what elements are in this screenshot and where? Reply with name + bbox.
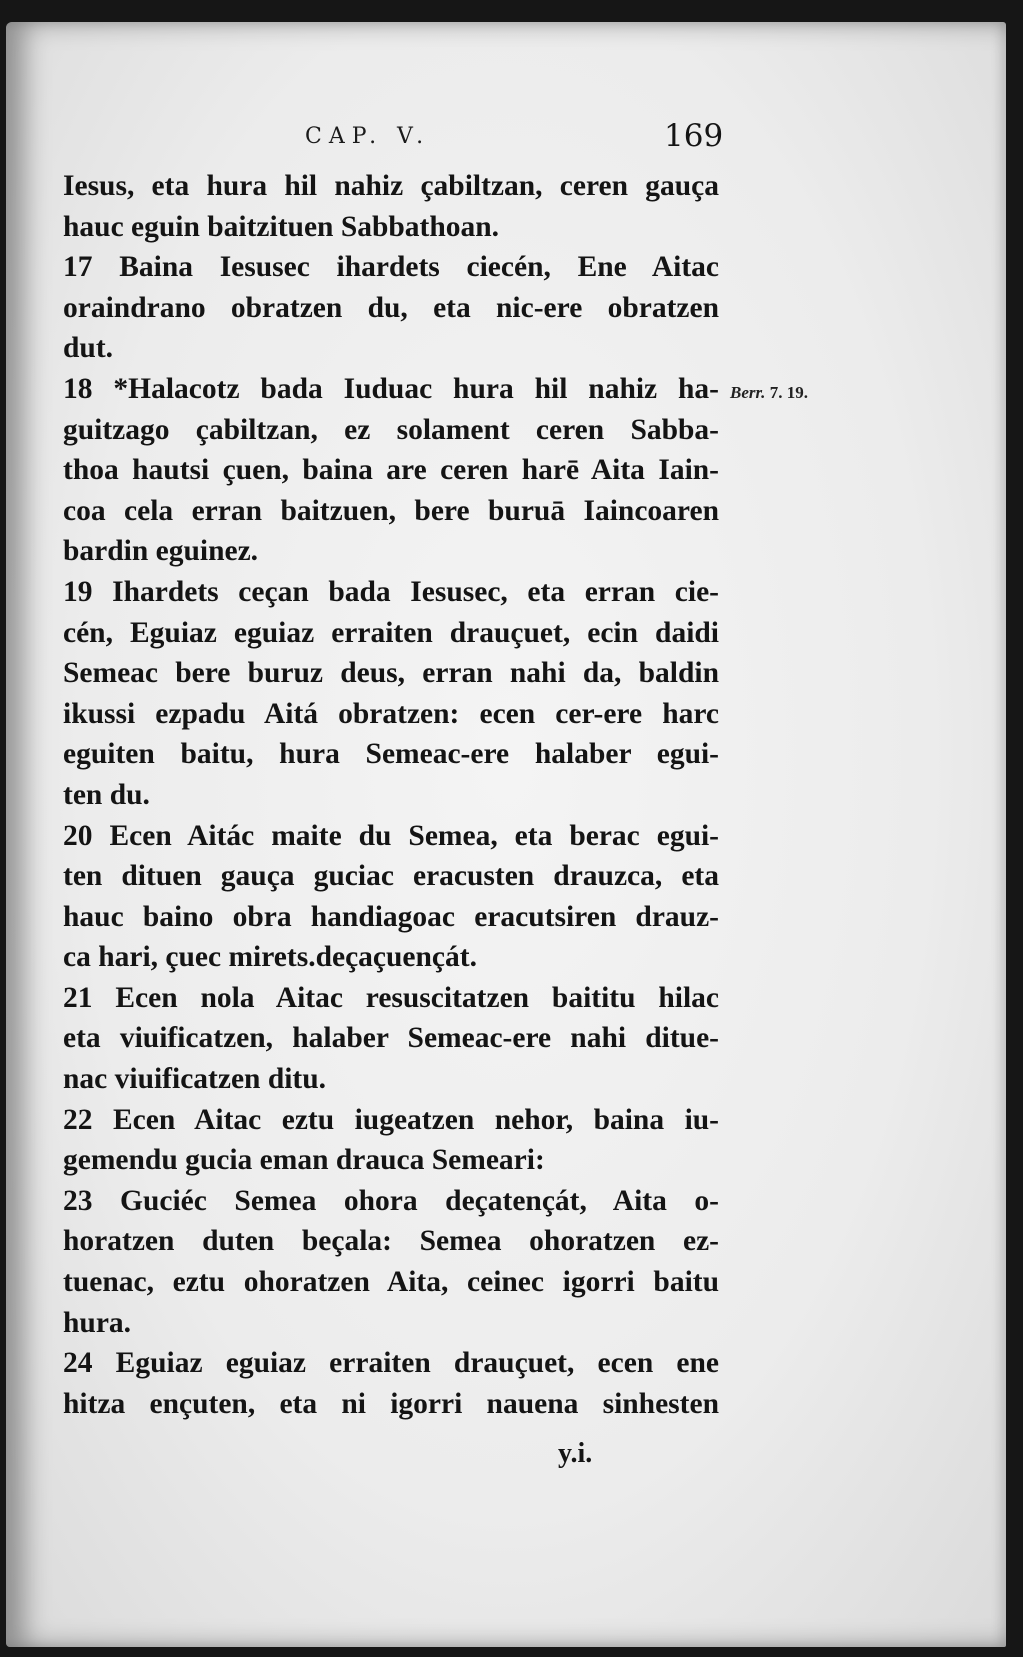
catchword: y.i. [558,1438,593,1469]
text-line: nac viuificatzen ditu. [63,1063,327,1096]
text-line: hitza ençuten, eta ni igorri nauena sinhesten [63,1387,719,1420]
margin-reference-verse: 7. 19. [769,383,808,402]
text-line: 20 Ecen Aitác maite du Semea, eta berac egui- [63,819,719,852]
text-line: ten du. [63,778,150,811]
text-line: ikussi ezpadu Aitá obratzen: ecen cer-ere harc [63,697,719,730]
text-line: tuenac, eztu ohoratzen Aita, ceinec igorri baitu [63,1266,719,1299]
text-line: cén, Eguiaz eguiaz erraiten drauçuet, ecin daidi [63,616,719,649]
text-line: guitzago çabiltzan, ez solament ceren Sabba- [63,413,719,446]
text-line: gemendu gucia eman drauca Semeari: [63,1144,545,1177]
text-line: eta viuificatzen, halaber Semeac-ere nahi ditue- [63,1022,719,1055]
text-line: hauc eguin baitzituen Sabbathoan. [63,210,500,243]
text-line: 22 Ecen Aitac eztu iugeatzen nehor, baina iu- [63,1103,719,1136]
text-line: coa cela erran baitzuen, bere buruā Iaincoaren [63,494,719,527]
text-line: hura. [63,1306,132,1339]
text-line: thoa hautsi çuen, baina are ceren harē Aita Iain- [63,454,719,487]
page-number: 169 [664,118,724,154]
body-text [63,166,719,1424]
text-line: bardin eguinez. [63,535,259,568]
text-line: oraindrano obratzen du, eta nic-ere obratzen [63,291,719,324]
text-line: ten dituen gauça guciac eracusten drauzca, eta [63,860,719,893]
text-line: hauc baino obra handiagoac eracutsiren drauz- [63,900,719,933]
chapter-heading: CAP. V. [305,124,431,149]
running-head [0,118,1023,158]
text-line: Semeac bere buruz deus, erran nahi da, baldin [63,657,719,690]
margin-reference-book: Berr. [730,383,766,402]
text-line: 18 *Halacotz bada Iuduac hura hil nahiz ha- [63,372,719,405]
text-line: horatzen duten beçala: Semea ohoratzen ez- [63,1225,719,1258]
text-line: 23 Guciéc Semea ohora deçatençát, Aita o- [63,1184,719,1217]
text-line: eguiten baitu, hura Semeac-ere halaber egui- [63,738,719,771]
text-line: 17 Baina Iesusec ihardets ciecén, Ene Aitac [63,251,719,284]
text-line: dut. [63,332,114,365]
text-line: 19 Ihardets ceçan bada Iesusec, eta erran cie- [63,575,719,608]
margin-reference [730,383,808,403]
text-line: 24 Eguiaz eguiaz erraiten drauçuet, ecen ene [63,1347,719,1380]
text-line: Iesus, eta hura hil nahiz çabiltzan, ceren gauça [63,170,719,202]
text-line: ca hari, çuec mirets.deçaçuençát. [63,941,477,974]
text-line: 21 Ecen nola Aitac resuscitatzen baititu hilac [63,981,719,1014]
